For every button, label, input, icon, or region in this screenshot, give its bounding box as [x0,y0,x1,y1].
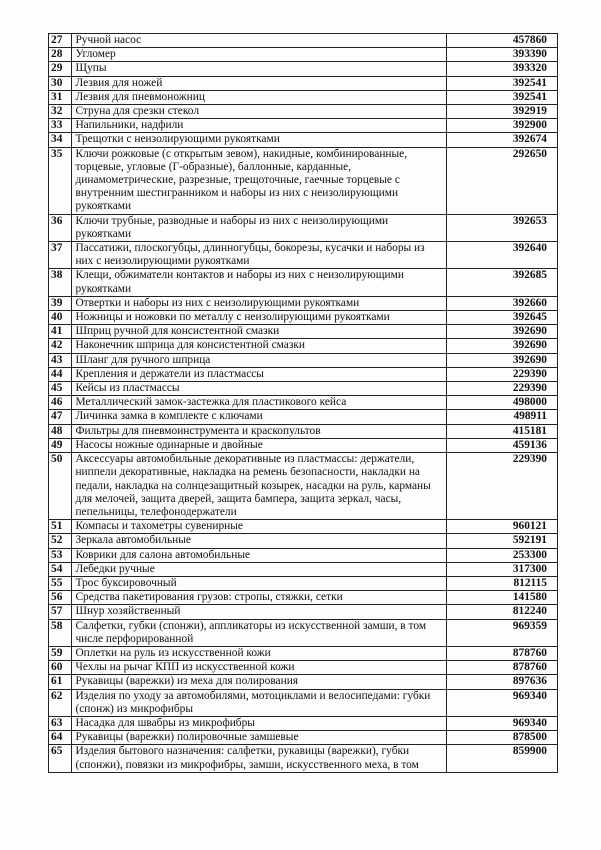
item-name-cell: Оплетки на руль из искусственной кожи [72,646,446,660]
code-cell: 969340 [446,689,557,716]
item-name-cell: Наконечник шприца для консистентной смазки [72,339,446,353]
table-row [49,242,558,269]
row-number-cell: 29 [49,62,72,76]
item-name-cell: Салфетки, губки (спонжи), аппликаторы из искусственной замши, в том числе перфорированной [72,619,446,646]
code-cell: 392653 [446,214,557,241]
item-name-cell: Угломер [72,48,446,62]
code-cell: 229390 [446,367,557,381]
item-name-cell: Крепления и держатели из пластмассы [72,367,446,381]
code-cell: 392900 [446,119,557,133]
table-row [49,675,558,689]
row-number-cell: 43 [49,353,72,367]
item-name-cell: Отвертки и наборы из них с неизолирующими рукоятками [72,296,446,310]
item-name-cell: Изделия по уходу за автомобилями, мотоциклами и велосипедами: губки (спонж) из микрофибры [72,689,446,716]
code-cell: 498911 [446,410,557,424]
row-number-cell: 47 [49,410,72,424]
item-name-cell: Трещотки с неизолирующими рукоятками [72,133,446,147]
code-cell: 969359 [446,619,557,646]
table-row [49,453,558,520]
code-cell: 392645 [446,311,557,325]
table-row [49,619,558,646]
item-name-cell: Щупы [72,62,446,76]
table-row [49,90,558,104]
item-name-cell: Ручной насос [72,34,446,48]
row-number-cell: 51 [49,520,72,534]
row-number-cell: 55 [49,576,72,590]
table-row [49,716,558,730]
table-row [49,396,558,410]
code-cell: 459136 [446,438,557,452]
code-cell: 392685 [446,269,557,296]
table-row [49,424,558,438]
code-cell: 253300 [446,548,557,562]
item-name-cell: Напильники, надфили [72,119,446,133]
row-number-cell: 62 [49,689,72,716]
item-name-cell: Фильтры для пневмоинструмента и краскопультов [72,424,446,438]
code-cell: 878760 [446,661,557,675]
item-name-cell: Клещи, обжиматели контактов и наборы из них с неизолирующими рукоятками [72,269,446,296]
item-name-cell: Шприц ручной для консистентной смазки [72,325,446,339]
row-number-cell: 54 [49,562,72,576]
table-row [49,311,558,325]
table-row [49,119,558,133]
item-name-cell: Коврики для салона автомобильные [72,548,446,562]
code-cell: 592191 [446,534,557,548]
code-cell: 392919 [446,105,557,119]
code-cell: 415181 [446,424,557,438]
item-name-cell: Ножницы и ножовки по металлу с неизолирующими рукоятками [72,311,446,325]
table-row [49,745,558,772]
table-row [49,591,558,605]
code-cell: 392640 [446,242,557,269]
row-number-cell: 31 [49,90,72,104]
item-name-cell: Аксессуары автомобильные декоративные из пластмассы: держатели, ниппели декоративные, накладка на ремень безопасности, накладки на педали, накладка на солнцезащитный козырек, насадки на руль, карманы для мелочей, защита дверей, защита бампера, защита зеркал, часы, пепельницы, телефонодержатели [72,453,446,520]
item-name-cell: Изделия бытового назначения: салфетки, рукавицы (варежки), губки (спонжи), повязки из микрофибры, замши, искусственного меха, в том [72,745,446,772]
table-row [49,34,558,48]
item-name-cell: Лебедки ручные [72,562,446,576]
row-number-cell: 45 [49,382,72,396]
code-cell: 392541 [446,90,557,104]
item-name-cell: Насосы ножные одинарные и двойные [72,438,446,452]
item-name-cell: Средства пакетирования грузов: стропы, стяжки, сетки [72,591,446,605]
row-number-cell: 35 [49,147,72,214]
row-number-cell: 42 [49,339,72,353]
row-number-cell: 48 [49,424,72,438]
item-name-cell: Трос буксировочный [72,576,446,590]
code-cell: 229390 [446,382,557,396]
code-cell: 392690 [446,339,557,353]
row-number-cell: 59 [49,646,72,660]
table-row [49,353,558,367]
row-number-cell: 52 [49,534,72,548]
row-number-cell: 44 [49,367,72,381]
row-number-cell: 58 [49,619,72,646]
table-row [49,562,558,576]
row-number-cell: 63 [49,716,72,730]
table-row [49,76,558,90]
item-name-cell: Шланг для ручного шприца [72,353,446,367]
item-name-cell: Кейсы из пластмассы [72,382,446,396]
code-cell: 457860 [446,34,557,48]
code-cell: 960121 [446,520,557,534]
table-row [49,438,558,452]
item-name-cell: Металлический замок-застежка для пластикового кейса [72,396,446,410]
item-name-cell: Лезвия для ножей [72,76,446,90]
row-number-cell: 53 [49,548,72,562]
code-cell: 392690 [446,353,557,367]
row-number-cell: 27 [49,34,72,48]
table-row [49,382,558,396]
row-number-cell: 65 [49,745,72,772]
table-row [49,605,558,619]
row-number-cell: 30 [49,76,72,90]
row-number-cell: 39 [49,296,72,310]
code-cell: 498000 [446,396,557,410]
item-name-cell: Рукавицы (варежки) полировочные замшевые [72,731,446,745]
item-name-cell: Ключи рожковые (с открытым зевом), накидные, комбинированные, торцевые, угловые (Г-образные), баллонные, карданные, динамометрические, разрезные, трещоточные, гаечные торцевые с внутренним шестигранником и наборы из них с неизолирующими рукоятками [72,147,446,214]
row-number-cell: 46 [49,396,72,410]
table-row [49,646,558,660]
item-name-cell: Пассатижи, плоскогубцы, длинногубцы, бокорезы, кусачки и наборы из них с неизолирующими рукоятками [72,242,446,269]
table-row [49,325,558,339]
code-cell: 897636 [446,675,557,689]
row-number-cell: 50 [49,453,72,520]
item-name-cell: Рукавицы (варежки) из меха для полирования [72,675,446,689]
item-name-cell: Личинка замка в комплекте с ключами [72,410,446,424]
code-cell: 229390 [446,453,557,520]
row-number-cell: 33 [49,119,72,133]
code-cell: 392660 [446,296,557,310]
row-number-cell: 57 [49,605,72,619]
table-row [49,548,558,562]
table-row [49,296,558,310]
row-number-cell: 64 [49,731,72,745]
row-number-cell: 60 [49,661,72,675]
item-name-cell: Струна для срезки стекол [72,105,446,119]
row-number-cell: 40 [49,311,72,325]
code-cell: 393320 [446,62,557,76]
item-name-cell: Насадка для швабры из микрофибры [72,716,446,730]
row-number-cell: 38 [49,269,72,296]
row-number-cell: 37 [49,242,72,269]
code-cell: 393390 [446,48,557,62]
table-row [49,62,558,76]
item-name-cell: Чехлы на рычаг КПП из искусственной кожи [72,661,446,675]
code-cell: 969340 [446,716,557,730]
row-number-cell: 41 [49,325,72,339]
code-cell: 392541 [446,76,557,90]
item-name-cell: Шнур хозяйственный [72,605,446,619]
table-row [49,576,558,590]
code-cell: 812115 [446,576,557,590]
table-row [49,367,558,381]
table-row [49,689,558,716]
row-number-cell: 61 [49,675,72,689]
code-cell: 317300 [446,562,557,576]
row-number-cell: 56 [49,591,72,605]
table-row [49,410,558,424]
row-number-cell: 34 [49,133,72,147]
table-row [49,147,558,214]
table-row [49,48,558,62]
table-row [49,661,558,675]
table-row [49,269,558,296]
table-row [49,520,558,534]
row-number-cell: 28 [49,48,72,62]
table-row [49,534,558,548]
row-number-cell: 32 [49,105,72,119]
code-cell: 392690 [446,325,557,339]
code-cell: 292650 [446,147,557,214]
code-cell: 859900 [446,745,557,772]
item-name-cell: Компасы и тахометры сувенирные [72,520,446,534]
item-name-cell: Ключи трубные, разводные и наборы из них с неизолирующими рукоятками [72,214,446,241]
table-row [49,214,558,241]
products-table-body [49,34,558,773]
code-cell: 878760 [446,646,557,660]
products-table [48,33,558,773]
code-cell: 141580 [446,591,557,605]
table-row [49,339,558,353]
code-cell: 878500 [446,731,557,745]
item-name-cell: Зеркала автомобильные [72,534,446,548]
item-name-cell: Лезвия для пневмоножниц [72,90,446,104]
code-cell: 812240 [446,605,557,619]
table-row [49,133,558,147]
row-number-cell: 36 [49,214,72,241]
code-cell: 392674 [446,133,557,147]
row-number-cell: 49 [49,438,72,452]
table-row [49,731,558,745]
table-row [49,105,558,119]
